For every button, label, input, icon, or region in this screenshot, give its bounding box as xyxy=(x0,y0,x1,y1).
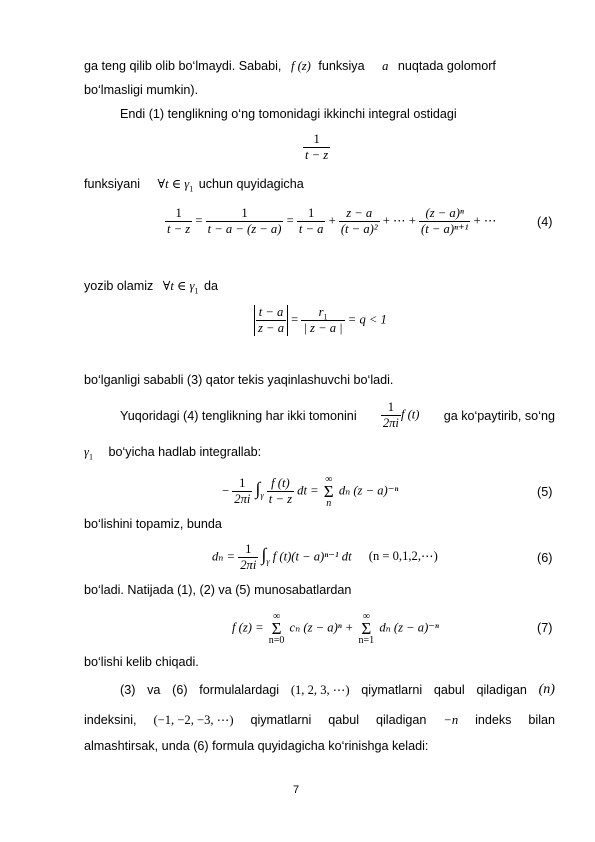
eq4-l3-den: t − a xyxy=(298,222,324,236)
eq4-l4-den: (t − a)² xyxy=(340,222,378,236)
eq5-sum-bot: n xyxy=(326,498,332,509)
text-line-yozib xyxy=(84,278,218,294)
eq4-l1-den: t − z xyxy=(167,222,191,236)
eq5-term: dₙ (z − a)⁻ⁿ xyxy=(338,483,399,498)
text-yuqoridagi: Yuqoridagi (4) tenglikning har ikki tomonini xyxy=(120,408,357,423)
p7-frac-num: 1 xyxy=(381,400,401,416)
eq7-sum2: Σ xyxy=(361,619,372,638)
eq4-l5-num: (z − a)ⁿ xyxy=(419,206,470,222)
text-line-bolishini: bo‘lishini topamiz, bunda xyxy=(84,517,222,531)
p12-math-1: (1, 2, 3, ⋯) xyxy=(290,683,350,697)
eq5-frac-den: 2πi xyxy=(234,492,251,506)
eq6-frac-num: 1 xyxy=(238,542,258,558)
eqq-num2: r xyxy=(318,305,324,319)
p13-w2: qiymatlarni xyxy=(250,713,312,727)
text-line-kelib: bo‘lishi kelib chiqadi. xyxy=(84,655,199,669)
text-nuqtada: nuqtada golomorf xyxy=(397,59,496,73)
text-line-natijada: bo‘ladi. Natijada (1), (2) va (5) munosabatlardan xyxy=(84,583,352,597)
text-yozib: yozib olamiz xyxy=(84,279,154,293)
p12-w7: qiladigan xyxy=(476,683,527,697)
text-ga-kopaytirib: ga ko‘paytirib, so‘ng xyxy=(443,408,555,423)
math-frac-2pii-ft xyxy=(381,400,420,431)
p12-w5: qiymatlarni xyxy=(361,683,423,697)
p13-math-1: (−1, −2, −3, ⋯) xyxy=(153,713,234,727)
eq6-integral: ∫ xyxy=(261,544,267,565)
text-line-yuqoridagi xyxy=(120,400,555,431)
text-line-indeksini xyxy=(84,712,555,728)
eq6-lhs: dₙ = xyxy=(212,549,236,564)
p13-math-2: −n xyxy=(443,713,459,727)
p12-math-2: (n) xyxy=(538,682,555,697)
eq5-integral: ∫ xyxy=(255,478,261,499)
eq4-l5-den: (t − a)ⁿ⁺¹ xyxy=(421,222,469,236)
equation-7 xyxy=(232,612,439,645)
p12-w2: va xyxy=(147,683,161,697)
eqq-rest: = q < 1 xyxy=(347,312,387,327)
p7-frac-den: 2πi xyxy=(382,416,399,430)
frac0-den: t − z xyxy=(305,148,329,162)
text-sababi: ga teng qilib olib bo‘lmaydi. Sababi, xyxy=(84,59,282,73)
equation-number-7: (7) xyxy=(537,621,553,635)
p12-w4: formulalardagi xyxy=(199,683,280,697)
eq4-dots: + ⋯ + xyxy=(382,213,416,228)
text-line-funksiyani xyxy=(84,176,304,192)
eq4-l1-num: 1 xyxy=(165,206,192,222)
text-da: da xyxy=(203,279,218,293)
eqq-den1: z − a xyxy=(258,321,284,335)
eqq-num1: t − a xyxy=(256,305,286,321)
eq7-term2: dₙ (z − a)⁻ⁿ xyxy=(379,620,439,635)
text-line-bolganligi: bo‘lganligi sababli (3) qator tekis yaqinlashuvchi bo‘ladi. xyxy=(84,373,394,387)
frac0-num: 1 xyxy=(303,132,330,148)
equation-ratio-q: $\frac{t - a}{z - a}$ = $\frac{r_1}{| z - a |}$ = q < 1 xyxy=(254,305,387,336)
eq7-sum1: Σ xyxy=(271,619,282,638)
math-a: a xyxy=(382,59,389,73)
math-gamma-sub: 1 xyxy=(88,452,93,462)
p13-w5: indeks xyxy=(475,713,512,727)
page-number: 7 xyxy=(293,784,300,796)
eq7-sum2-top: ∞ xyxy=(362,611,370,622)
eq5-sum-top: ∞ xyxy=(325,474,333,485)
equation-number-4: (4) xyxy=(537,215,553,229)
eq4-tail: + ⋯ xyxy=(473,213,497,228)
p13-w3: qabul xyxy=(328,713,360,727)
eq4-l2-num: 1 xyxy=(206,206,284,222)
eq7-lhs: f (z) = xyxy=(232,620,264,635)
text-funksiyani: funksiyani xyxy=(84,177,141,191)
text-boyicha: bo‘yicha hadlab integrallab: xyxy=(108,445,262,459)
equation-number-6: (6) xyxy=(537,551,553,565)
text-line-1 xyxy=(84,58,496,74)
math-forall-t: ∀t ∈ γ xyxy=(157,177,190,191)
p12-w3: (6) xyxy=(172,683,188,697)
eq6-cond: (n = 0,1,2,⋯) xyxy=(368,549,438,564)
eq5-f-num: f (t) xyxy=(267,476,294,492)
text-line-3: Endi (1) tenglikning o‘ng tomonidagi ikkinchi integral ostidagi xyxy=(120,107,457,121)
eq7-sum2-bot: n=1 xyxy=(358,635,375,646)
fraction-1-over-t-minus-z xyxy=(303,132,330,163)
text-line-2: bo‘lmasligi mumkin). xyxy=(84,83,199,97)
eq4-l4-num: z − a xyxy=(339,206,380,222)
eq5-dt: dt = xyxy=(297,483,319,498)
text-funksiya: funksiya xyxy=(318,59,365,73)
equation-6 xyxy=(212,542,438,573)
text-uchun: uchun quyidagicha xyxy=(198,177,304,191)
text-line-gamma xyxy=(84,444,261,460)
text-line-formulalardagi xyxy=(120,682,555,698)
eq6-integral-sub: γ xyxy=(266,556,270,566)
eq5-sum: Σ xyxy=(323,482,334,501)
math-fz: f (z) xyxy=(290,59,311,73)
eq7-sum1-bot: n=0 xyxy=(268,635,285,646)
p13-w6: bilan xyxy=(528,713,555,727)
p7-ft: f (t) xyxy=(400,407,420,422)
eq4-l3-num: 1 xyxy=(297,206,326,222)
equation-5 xyxy=(222,475,398,508)
eqq-num2-sub: 1 xyxy=(323,312,328,322)
eqq-den2: | z − a | xyxy=(303,321,343,335)
math-forall-sub-2: 1 xyxy=(194,286,199,296)
math-forall-sub: 1 xyxy=(189,184,194,194)
p12-w1: (3) xyxy=(120,683,136,697)
p13-w1: indeksini, xyxy=(84,713,137,727)
text-line-almashtirsak: almashtirsak, unda (6) formula quyidagicha ko‘rinishga keladi: xyxy=(84,739,429,753)
p13-w4: qiladigan xyxy=(376,713,427,727)
math-forall-t-2: ∀t ∈ γ xyxy=(162,279,195,293)
eq6-frac-den: 2πi xyxy=(240,558,257,572)
eq5-minus: − xyxy=(222,483,230,498)
eq4-l2-den: t − a − (z − a) xyxy=(207,222,282,236)
math-gamma: γ xyxy=(84,445,89,459)
eq5-integral-sub: γ xyxy=(260,490,264,500)
eq7-term1: cₙ (z − a)ⁿ + xyxy=(289,620,354,635)
eq5-f-den: t − z xyxy=(268,492,292,506)
equation-4: $\frac{1}{t - z}$ = $\frac{1}{t - a - (z - a)}$ = $\frac{1}{t - a}$ + $\frac{z - a}{\text{(t − a)²}}$ + ⋯ + $\frac{\text{(z − a)ⁿ}}{\text{(t − a)ⁿ⁺¹}}$ + ⋯ xyxy=(167,206,497,236)
p12-w6: qabul xyxy=(433,683,465,697)
eq6-body: f (t)(t − a)ⁿ⁻¹ dt xyxy=(272,549,352,564)
eq5-frac-num: 1 xyxy=(232,476,252,492)
equation-number-5: (5) xyxy=(537,485,553,499)
eq7-sum1-top: ∞ xyxy=(273,611,281,622)
